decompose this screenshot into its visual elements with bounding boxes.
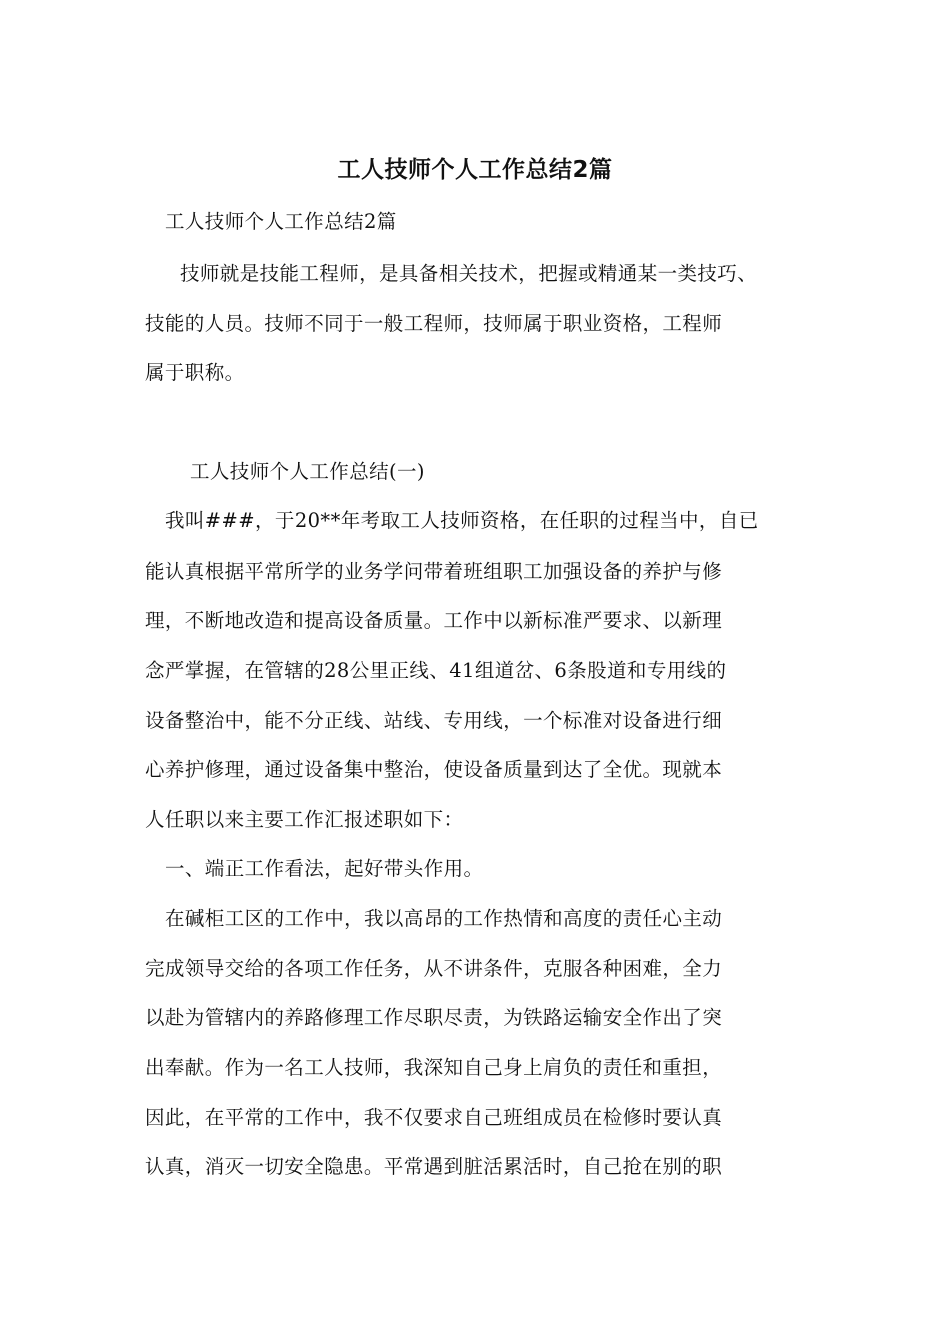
paragraph-line: 人任职以来主要工作汇报述职如下：	[145, 808, 464, 831]
paragraph-line: 认真，消灭一切安全隐患。平常遇到脏活累活时，自己抢在别的职	[145, 1155, 723, 1178]
paragraph-line: 完成领导交给的各项工作任务，从不讲条件，克服各种困难，全力	[145, 957, 723, 980]
paragraph-line: 念严掌握，在管辖的28公里正线、41组道岔、6条股道和专用线的	[145, 659, 727, 682]
paragraph-line: 我叫###，于20**年考取工人技师资格，在任职的过程当中，自已	[165, 509, 759, 532]
paragraph-line: 能认真根据平常所学的业务学问带着班组职工加强设备的养护与修	[145, 560, 723, 583]
paragraph-line: 心养护修理，通过设备集中整治，使设备质量到达了全优。现就本	[145, 758, 723, 781]
section-heading: 工人技师个人工作总结(一)	[190, 460, 425, 483]
paragraph-line: 出奉献。作为一名工人技师，我深知自己身上肩负的责任和重担，	[145, 1056, 723, 1079]
document-title: 工人技师个人工作总结2篇	[337, 157, 613, 183]
paragraph-line: 以赴为管辖内的养路修理工作尽职尽责，为铁路运输安全作出了突	[145, 1006, 723, 1029]
paragraph-line: 属于职称。	[145, 361, 245, 384]
subtitle-line: 工人技师个人工作总结2篇	[165, 210, 397, 233]
section-heading: 一、端正工作看法，起好带头作用。	[165, 857, 484, 880]
paragraph-line: 理，不断地改造和提高设备质量。工作中以新标准严要求、以新理	[145, 609, 723, 632]
paragraph-line: 在碱柜工区的工作中，我以高昂的工作热情和高度的责任心主动	[165, 907, 723, 930]
paragraph-line: 技能的人员。技师不同于一般工程师，技师属于职业资格，工程师	[145, 312, 723, 335]
paragraph-line: 技师就是技能工程师，是具备相关技术，把握或精通某一类技巧、	[180, 262, 758, 285]
paragraph-line: 设备整治中，能不分正线、站线、专用线，一个标准对设备进行细	[145, 709, 723, 732]
paragraph-line: 因此，在平常的工作中，我不仅要求自己班组成员在检修时要认真	[145, 1106, 723, 1129]
